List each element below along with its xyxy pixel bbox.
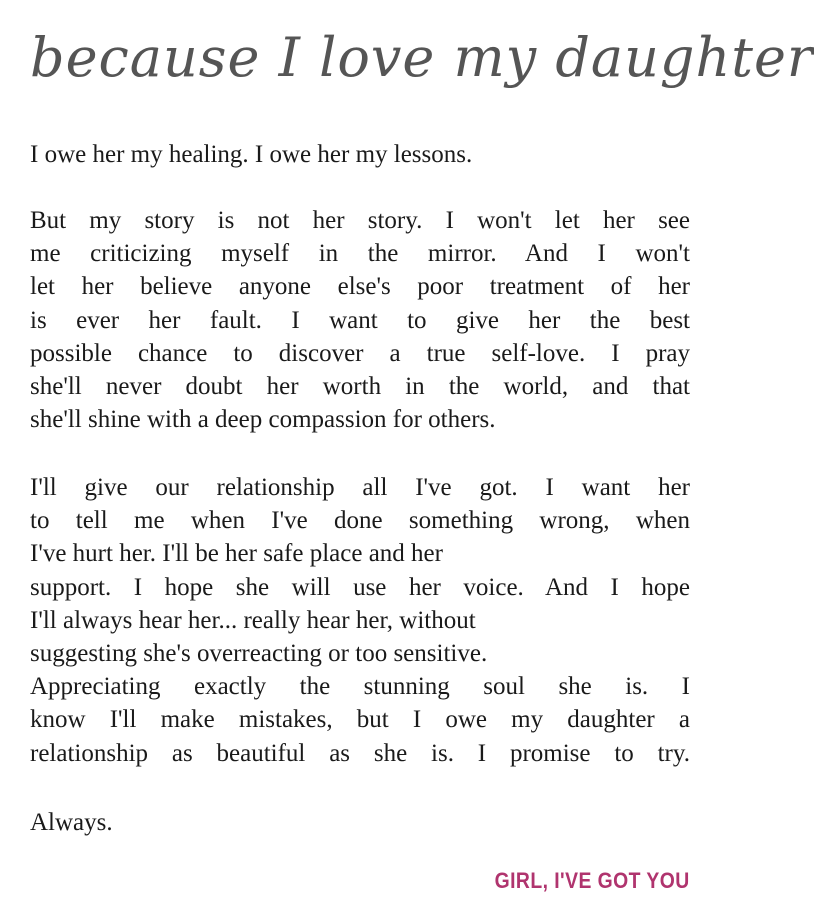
paragraph-line: let her believe anyone else's poor treatment of her <box>30 273 690 301</box>
paragraph-line: suggesting she's overreacting or too sensitive. <box>30 639 488 667</box>
paragraph-line: relationship as beautiful as she is. I promise to try. <box>30 739 690 767</box>
paragraph-line: she'll shine with a deep compassion for others. <box>30 406 496 434</box>
paragraph-line: possible chance to discover a true self-love. I pray <box>30 339 690 367</box>
paragraph-line: I'll always hear her... really hear her, without <box>30 606 476 634</box>
paragraph-line: me criticizing myself in the mirror. And I won't <box>30 240 690 268</box>
paragraph-line: Appreciating exactly the stunning soul she is. I <box>30 673 690 701</box>
paragraph-1 <box>30 138 690 171</box>
paragraph-line: But my story is not her story. I won't let her see <box>30 207 690 234</box>
paragraph-line: Always. <box>30 809 113 836</box>
paragraph-line: she'll never doubt her worth in the world, and that <box>30 372 690 400</box>
paragraph-line: support. I hope she will use her voice. And I hope <box>30 573 690 601</box>
paragraph-line: I'll give our relationship all I've got. I want her <box>30 474 690 501</box>
paragraph-line: I owe her my healing. I owe her my lessons. <box>30 141 473 168</box>
paragraph-3 <box>30 471 690 770</box>
page-title: because I love my daughter <box>30 26 814 89</box>
paragraph-2 <box>30 204 690 436</box>
paragraph-line: to tell me when I've done something wrong, when <box>30 507 690 535</box>
paragraph-4 <box>30 806 690 839</box>
brand-logo-text: GIRL, I'VE GOT YOU <box>494 868 690 893</box>
paragraph-line: is ever her fault. I want to give her the best <box>30 306 690 334</box>
paragraph-line: know I'll make mistakes, but I owe my daughter a <box>30 706 690 734</box>
paragraph-line: I've hurt her. I'll be her safe place and her <box>30 540 443 568</box>
